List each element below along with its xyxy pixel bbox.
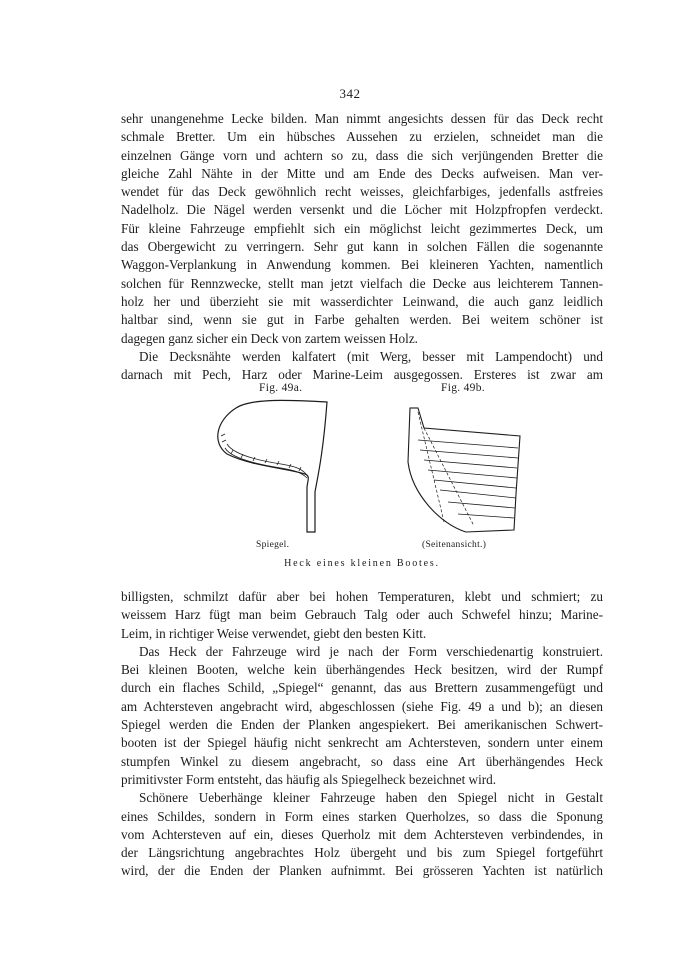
text-line: Bei kleinen Booten, welche kein überhängendes Heck besitzen, wird der Rumpf xyxy=(121,662,603,678)
fig-49b-caption: (Seitenansicht.) xyxy=(422,540,487,550)
text-line: solchen für Rennzwecke, stellt man jetzt vielfach die Decke aus leichterem Tannen- xyxy=(121,275,603,291)
text-line: billigsten, schmilzt dafür aber bei hohen Temperaturen, klebt und schmiert; zu xyxy=(121,589,603,604)
fig-49b-label: Fig. 49b. xyxy=(441,382,485,394)
paragraph xyxy=(121,588,603,643)
paragraph xyxy=(121,789,603,880)
text-line: sehr unangenehme Lecke bilden. Man nimmt angesichts dessen für das Deck recht xyxy=(121,111,603,126)
text-line: wendet für das Deck gewöhnlich recht weisses, gleichfarbiges, jedenfalls astfreies xyxy=(121,184,603,200)
figure-49 xyxy=(121,378,603,578)
text-line: primitivster Form entsteht, das häufig als Spiegelheck bezeichnet wird. xyxy=(121,771,497,787)
text-line: der Längsrichtung angebrachtes Holz übergeht und bis zum Spiegel fortgeführt xyxy=(121,845,603,861)
paragraph xyxy=(121,643,603,789)
text-line: durch ein flaches Schild, „Spiegel“ genannt, das aus Brettern zusammengefügt und xyxy=(121,680,603,696)
text-line: Spiegel werden die Enden der Planken angespiekert. Bei amerikanischen Schwert- xyxy=(121,717,603,733)
text-line: eines Schildes, sondern in Form eines starken Querholzes, so dass die Sponung xyxy=(121,808,603,824)
text-line: stumpfen Winkel zu diesem angebracht, so dass eine Art überhängendes Heck xyxy=(121,753,603,769)
text-line: booten ist der Spiegel häufig nicht senkrecht am Achtersteven, sondern unter einem xyxy=(121,735,603,751)
text-line: einzelnen Gänge vorn und achtern so zu, dass die sich verjüngenden Bretter die xyxy=(121,147,603,163)
text-line: holz her und überzieht sie mit wasserdichter Leinwand, die auch ganz leidlich xyxy=(121,293,603,309)
figure-caption: Heck eines kleinen Bootes. xyxy=(284,558,440,569)
text-line: Leim, in richtiger Weise verwendet, giebt den besten Kitt. xyxy=(121,625,427,641)
text-line: Nadelholz. Die Nägel werden versenkt und die Löcher mit Holzpfropfen verdeckt. xyxy=(121,202,603,218)
text-line: schmale Bretter. Um ein hübsches Aussehen zu erzielen, schneidet man die xyxy=(121,129,603,145)
text-block-bottom xyxy=(121,588,603,881)
text-line: weissem Harz fügt man beim Gebrauch Talg oder auch Schwefel hinzu; Marine- xyxy=(121,607,603,623)
fig-49a-transom-drawing xyxy=(211,396,341,538)
text-line: das Obergewicht zu verringern. Sehr gut kann in solchen Fällen die sogenannte xyxy=(121,239,603,255)
fig-49a-label: Fig. 49a. xyxy=(259,382,303,394)
text-line: wird, der die Enden der Planken aufnimmt. Bei grösseren Yachten ist natürlich xyxy=(121,863,603,879)
text-line: vom Achtersteven auf ein, dieses Querholz mit dem Achtersteven verbindendes, in xyxy=(121,826,603,842)
text-line: haltbar sind, wenn sie gut in Farbe gehalten werden. Bei weitem schöner ist xyxy=(121,312,603,328)
text-line: gleiche Zahl Nähte in der Mitte und am Ende des Decks aufweisen. Man ver- xyxy=(121,165,603,181)
paragraph xyxy=(121,110,603,348)
text-line: darnach mit Pech, Harz oder Marine-Leim ausgegossen. Ersteres ist zwar am xyxy=(121,367,603,383)
text-line: Schönere Ueberhänge kleiner Fahrzeuge haben den Spiegel nicht in Gestalt xyxy=(139,790,603,806)
page-number: 342 xyxy=(339,86,361,101)
text-line: Waggon-Verplankung in Anwendung kommen. Bei kleineren Yachten, namentlich xyxy=(121,257,603,273)
text-line: Für kleine Fahrzeuge empfiehlt sich ein möglichst leicht gezimmertes Deck, um xyxy=(121,220,603,236)
fig-49b-side-view-drawing xyxy=(404,406,526,538)
text-line: dagegen ganz sicher ein Deck von zartem weissen Holz. xyxy=(121,330,418,346)
text-line: Das Heck der Fahrzeuge wird je nach der Form verschiedenartig konstruiert. xyxy=(139,643,603,659)
text-line: am Achtersteven angebracht wird, abgeschlossen (siehe Fig. 49 a und b); an diesen xyxy=(121,698,603,714)
text-block-top xyxy=(121,110,603,384)
text-line: Die Decksnähte werden kalfatert (mit Werg, besser mit Lampendocht) und xyxy=(139,348,603,364)
fig-49a-caption: Spiegel. xyxy=(256,540,290,550)
